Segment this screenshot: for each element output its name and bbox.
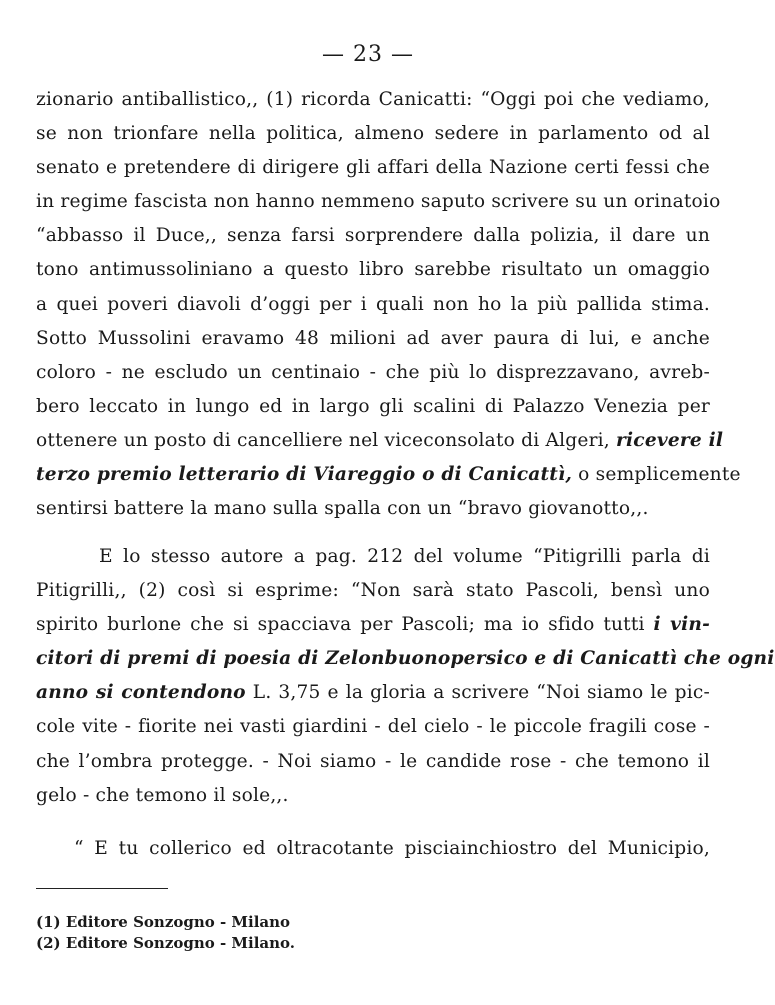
- text-line: [36, 779, 710, 813]
- text-segment: “abbasso il Duce,, senza farsi sorprendere dalla polizia, il dare un: [36, 225, 710, 247]
- text-segment: sentirsi battere la mano sulla spalla con un “bravo giovanotto,,.: [36, 498, 649, 520]
- text-line: [36, 253, 710, 287]
- text-segment: ottenere un posto di cancelliere nel viceconsolato di Algeri,: [36, 429, 610, 451]
- text-segment: se non trionfare nella politica, almeno sedere in parlamento od al: [36, 123, 710, 145]
- paragraph-2: [36, 540, 775, 813]
- text-line: [36, 540, 710, 574]
- paragraph-3: [36, 832, 710, 866]
- footnote-divider: [36, 888, 168, 889]
- text-line: [36, 642, 775, 676]
- text-line: [36, 83, 710, 117]
- text-line: [36, 185, 721, 219]
- footnote-1: (1) Editore Sonzogno - Milano: [36, 913, 291, 931]
- text-line: [36, 492, 710, 526]
- text-line: [36, 710, 710, 744]
- text-line: [36, 117, 710, 151]
- text-line: [36, 390, 710, 424]
- emphasized-text: terzo premio letterario di Viareggio o di Canicattì,: [36, 464, 573, 486]
- text-segment: cole vite - fiorite nei vasti giardini - del cielo - le piccole fragili cose -: [36, 716, 710, 738]
- text-line: [36, 322, 710, 356]
- text-line: [36, 832, 710, 866]
- text-segment: gelo - che temono il sole,,.: [36, 784, 289, 806]
- emphasized-text: ricevere il: [616, 429, 724, 451]
- text-segment: E lo stesso autore a pag. 212 del volume “Pitigrilli parla di: [99, 546, 710, 567]
- emphasized-text: anno si contendono: [36, 682, 246, 704]
- text-segment: o semplicemente: [578, 464, 741, 486]
- text-segment: bero leccato in lungo ed in largo gli scalini di Palazzo Venezia per: [36, 395, 710, 417]
- text-line: [36, 458, 741, 492]
- text-line: [36, 288, 710, 322]
- text-segment: coloro - ne escludo un centinaio - che più lo disprezzavano, avreb-: [36, 361, 710, 383]
- text-line: [36, 676, 710, 710]
- text-segment: a quei poveri diavoli d’oggi per i quali non ho la più pallida stima.: [36, 293, 710, 315]
- text-line: [36, 356, 710, 390]
- text-segment: che l’ombra protegge. - Noi siamo - le candide rose - che temono il: [36, 750, 710, 772]
- text-segment: Sotto Mussolini eravamo 48 milioni ad aver paura di lui, e anche: [36, 327, 710, 349]
- text-segment: tono antimussoliniano a questo libro sarebbe risultato un omaggio: [36, 259, 710, 281]
- text-segment: L. 3,75 e la gloria a scrivere “Noi siamo le pic-: [252, 682, 710, 704]
- footnote-2: (2) Editore Sonzogno - Milano.: [36, 934, 295, 952]
- text-segment: zionario antiballistico,, (1) ricorda Canicatti: “Oggi poi che vediamo,: [36, 89, 710, 110]
- text-line: [36, 424, 724, 458]
- text-segment: Pitigrilli,, (2) così si esprime: “Non sarà stato Pascoli, bensì uno: [36, 580, 710, 602]
- text-segment: “ E tu collerico ed oltracotante pisciainchiostro del Municipio,: [74, 838, 710, 859]
- text-line: [36, 219, 710, 253]
- emphasized-text: citori di premi di poesia di Zelonbuonopersico e di Canicattì che ogni: [36, 648, 775, 670]
- footnotes: [36, 912, 295, 954]
- text-line: [36, 574, 710, 608]
- text-segment: senato e pretendere di dirigere gli affari della Nazione certi fessi che: [36, 157, 710, 179]
- emphasized-text: i vin-: [653, 614, 710, 636]
- text-line: [36, 745, 710, 779]
- text-segment: in regime fascista non hanno nemmeno saputo scrivere su un orinatoio: [36, 191, 721, 213]
- text-segment: spirito burlone che si spacciava per Pascoli; ma io sfido tutti: [36, 614, 645, 636]
- page-number: — 23 —: [322, 42, 414, 67]
- text-line: [36, 151, 710, 185]
- paragraph-1: [36, 83, 741, 526]
- text-line: [36, 608, 710, 642]
